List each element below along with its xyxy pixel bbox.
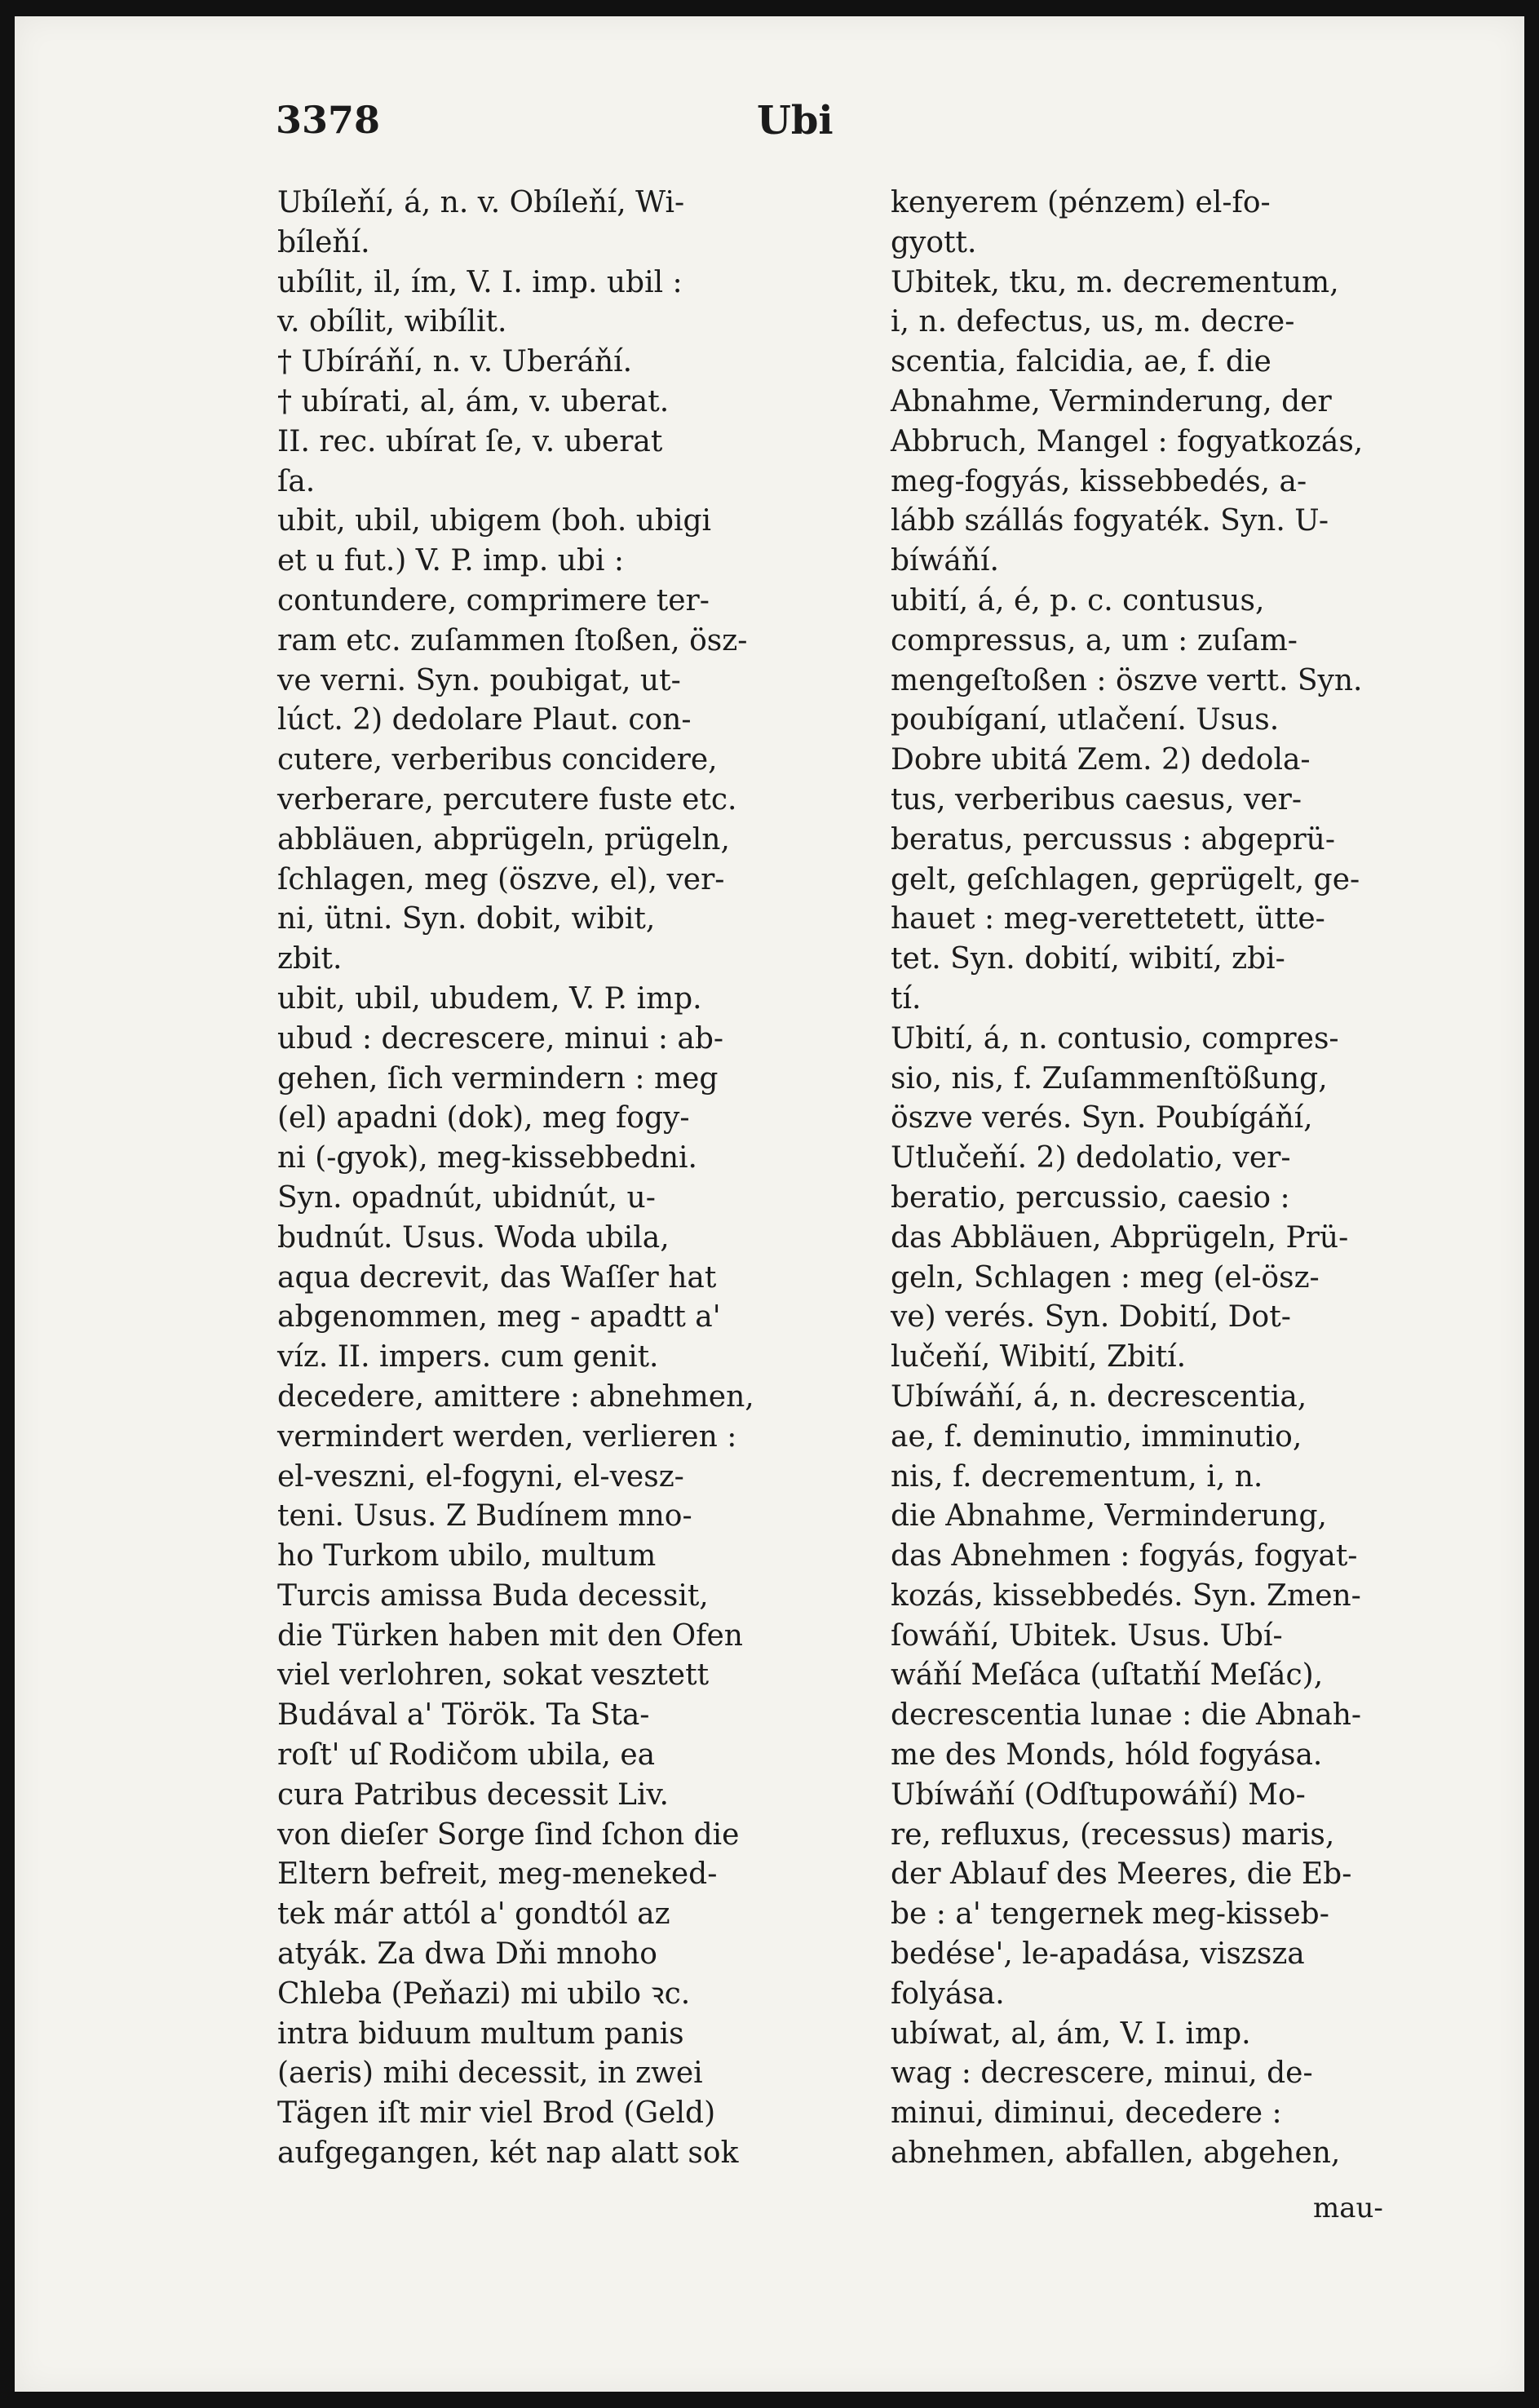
text-line: ubílit, il, ím, V. I. imp. ubil : [277,265,683,299]
text-line: re, refluxus, (recessus) maris, [891,1817,1335,1852]
text-line: Ubíwáňí (Odſtupowáňí) Mo- [891,1777,1306,1812]
text-line: Chleba (Peňazi) mi ubilo ꝛc. [277,1976,691,2011]
text-line: Ubíleňí, á, n. v. Obíleňí, Wi- [277,186,685,219]
text-line: folyása. [891,1976,1005,2011]
text-line: ve) verés. Syn. Dobití, Dot- [891,1300,1291,1335]
page-header [276,98,1410,155]
text-line: gyott. [891,225,977,259]
text-line: kozás, kissebbedés. Syn. Zmen- [891,1578,1361,1613]
text-line: ſa. [277,464,316,498]
text-line: Turcis amissa Buda decessit, [277,1578,709,1613]
text-line: Ubití, á, n. contusio, compres- [891,1021,1339,1056]
text-line: teni. Usus. Z Budínem mno- [277,1499,692,1534]
catchword: mau- [1313,2192,1383,2224]
text-line: ni, ütni. Syn. dobit, wibit, [277,902,656,936]
text-line: öszve verés. Syn. Poubígáňí, [891,1101,1313,1135]
text-line: tus, verberibus caesus, ver- [891,782,1302,817]
text-line: die Türken haben mit den Ofen [277,1618,743,1653]
text-line: contundere, comprimere ter- [277,583,710,617]
text-line: von dieſer Sorge ſind ſchon die [277,1817,740,1852]
text-line: i, n. defectus, us, m. decre- [891,305,1295,339]
text-line: poubíganí, utlačení. Usus. [891,703,1280,737]
text-line: geln, Schlagen : meg (el-ösz- [891,1260,1320,1295]
text-line: vermindert werden, verlieren : [277,1419,737,1454]
text-line: ubíwat, al, ám, V. I. imp. [891,2016,1251,2051]
text-line: † Ubíráňí, n. v. Uberáňí. [277,345,633,379]
text-line: Syn. opadnút, ubidnút, u- [277,1180,656,1215]
text-line: meg-fogyás, kissebbedés, a- [891,464,1307,498]
text-line: decrescentia lunae : die Abnah- [891,1698,1362,1733]
text-line: ubud : decrescere, minui : ab- [277,1021,724,1056]
text-line: gehen, ſich vermindern : meg [277,1061,719,1096]
text-line: el-veszni, el-fogyni, el-vesz- [277,1459,684,1494]
text-line: nis, f. decrementum, i, n. [891,1459,1263,1494]
text-line: Abnahme, Verminderung, der [891,384,1332,418]
dictionary-entry [277,184,840,2174]
text-line: abgenommen, meg - apadtt a' [277,1300,721,1335]
text-line: budnút. Usus. Woda ubila, [277,1220,670,1255]
text-line: hauet : meg-verettetett, ütte- [891,902,1325,936]
text-line: lučeňí, Wibití, Zbití. [891,1340,1187,1374]
text-line: gelt, geſchlagen, geprügelt, ge- [891,862,1360,896]
text-line: atyák. Za dwa Dňi mnoho [277,1937,657,1972]
text-line: me des Monds, hóld fogyása. [891,1738,1323,1773]
text-line: roſt' uſ Rodičom ubila, ea [277,1738,656,1773]
text-line: † ubírati, al, ám, v. uberat. [277,384,670,418]
text-line: abnehmen, abfallen, abgehen, [891,2136,1341,2171]
text-line: das Abnehmen : fogyás, fogyat- [891,1539,1358,1574]
text-line: et u fut.) V. P. imp. ubi : [277,544,625,578]
text-line: ubit, ubil, ubudem, V. P. imp. [277,981,702,1016]
text-line: tet. Syn. dobití, wibití, zbi- [891,942,1285,976]
text-line: cura Patribus decessit Liv. [277,1777,669,1812]
text-line: beratio, percussio, caesio : [891,1180,1290,1215]
text-line: víz. II. impers. cum genit. [277,1340,659,1374]
text-line: lább szállás fogyaték. Syn. U- [891,504,1329,538]
text-line: bíleňí. [277,225,370,259]
text-line: Budával a' Török. Ta Sta- [277,1698,650,1733]
text-line: beratus, percussus : abgeprü- [891,822,1336,857]
right-column [891,184,1453,2174]
text-line: ho Turkom ubilo, multum [277,1539,657,1574]
text-line: compressus, a, um : zuſam- [891,623,1298,657]
page-number: 3378 [276,98,381,142]
running-head: Ubi [757,98,834,144]
text-line: mengeſtoßen : öszve vertt. Syn. [891,663,1363,697]
text-line: cutere, verberibus concidere, [277,743,718,777]
text-line: bedése', le-apadása, viszsza [891,1937,1305,1972]
text-line: ram etc. zuſammen ſtoßen, ösz- [277,623,748,657]
left-column [277,184,840,2174]
text-line: ubití, á, é, p. c. contusus, [891,583,1265,617]
text-line: bíwáňí. [891,544,999,578]
text-line: ae, f. deminutio, imminutio, [891,1419,1302,1454]
text-line: scentia, falcidia, ae, f. die [891,345,1271,379]
text-line: das Abbläuen, Abprügeln, Prü- [891,1220,1349,1255]
text-line: (el) apadni (dok), meg fogy- [277,1101,690,1135]
dictionary-entry [891,184,1453,2174]
text-line: tí. [891,981,922,1016]
text-line: aqua decrevit, das Waſſer hat [277,1260,717,1295]
text-line: lúct. 2) dedolare Plaut. con- [277,703,692,737]
text-line: wáňí Meſáca (uſtatňí Meſác), [891,1658,1324,1693]
text-line: aufgegangen, két nap alatt sok [277,2136,739,2171]
text-line: Ubitek, tku, m. decrementum, [891,265,1339,299]
text-line: der Ablauf des Meeres, die Eb- [891,1857,1352,1892]
text-line: die Abnahme, Verminderung, [891,1499,1327,1534]
text-line: ni (-gyok), meg-kissebbedni. [277,1141,697,1175]
text-line: decedere, amittere : abnehmen, [277,1379,754,1414]
text-line: kenyerem (pénzem) el-fo- [891,186,1271,219]
text-line: wag : decrescere, minui, de- [891,2056,1313,2091]
text-line: Ubíwáňí, á, n. decrescentia, [891,1379,1307,1414]
text-line: Tägen iſt mir viel Brod (Geld) [277,2096,716,2131]
text-line: Eltern befreit, meg-meneked- [277,1857,718,1892]
text-line: II. rec. ubírat ſe, v. uberat [277,424,663,458]
text-line: Abbruch, Mangel : fogyatkozás, [891,424,1364,458]
text-line: intra biduum multum panis [277,2016,684,2051]
dictionary-page [15,16,1524,2392]
text-line: ſchlagen, meg (öszve, el), ver- [277,862,725,896]
text-line: (aeris) mihi decessit, in zwei [277,2056,703,2091]
text-line: verberare, percutere fuste etc. [277,782,737,817]
text-line: ve verni. Syn. poubigat, ut- [277,663,681,697]
text-line: abbläuen, abprügeln, prügeln, [277,822,730,857]
text-line: Utlučeňí. 2) dedolatio, ver- [891,1141,1291,1175]
text-line: be : a' tengernek meg-kisseb- [891,1897,1329,1932]
text-line: viel verlohren, sokat vesztett [277,1658,710,1693]
text-line: zbit. [277,942,343,976]
text-line: v. obílit, wibílit. [277,305,507,339]
text-line: Dobre ubitá Zem. 2) dedola- [891,743,1311,777]
text-line: ſowáňí, Ubitek. Usus. Ubí- [891,1618,1283,1653]
text-line: ubit, ubil, ubigem (boh. ubigi [277,504,712,538]
text-line: minui, diminui, decedere : [891,2096,1282,2131]
text-line: tek már attól a' gondtól az [277,1897,670,1932]
text-line: sio, nis, f. Zuſammenſtößung, [891,1061,1328,1096]
